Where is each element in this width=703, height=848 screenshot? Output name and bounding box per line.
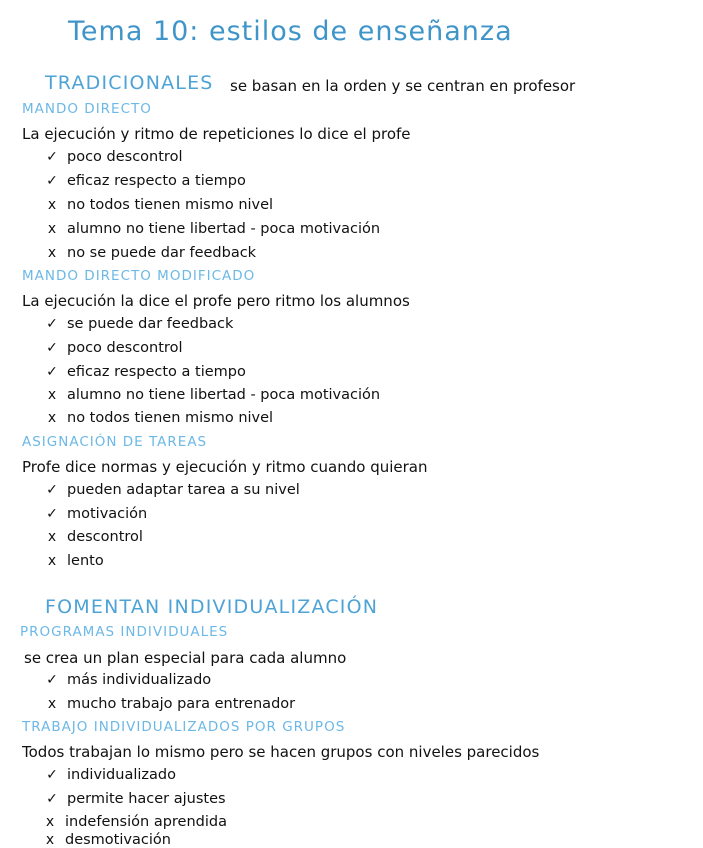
list-item — [46, 672, 211, 688]
list-item-text: indefensión aprendida — [65, 814, 227, 830]
list-item — [46, 173, 246, 189]
list-item-text: pueden adaptar tarea a su nivel — [67, 482, 300, 498]
check-icon: ✓ — [46, 672, 58, 688]
list-item-text: descontrol — [67, 529, 143, 545]
list-item — [44, 832, 171, 848]
list-item — [46, 696, 295, 712]
cross-icon: x — [47, 553, 57, 569]
section-note-tradicionales: se basan en la orden y se centran en profesor — [230, 77, 576, 95]
check-icon: ✓ — [46, 791, 58, 807]
check-icon: ✓ — [46, 506, 58, 522]
subsection-description: Profe dice normas y ejecución y ritmo cuando quieran — [22, 458, 428, 476]
list-item — [46, 506, 147, 522]
list-item-text: motivación — [67, 506, 148, 522]
list-item — [46, 387, 380, 403]
check-icon: ✓ — [46, 482, 58, 498]
list-item-text: poco descontrol — [67, 340, 183, 356]
page-title: Tema 10: estilos de enseñanza — [68, 16, 513, 47]
list-item — [46, 340, 182, 356]
check-icon: ✓ — [46, 173, 58, 189]
list-item-text: se puede dar feedback — [67, 316, 234, 332]
list-item-text: mucho trabajo para entrenador — [67, 696, 296, 712]
subsection-description: se crea un plan especial para cada alumno — [24, 649, 347, 667]
subsection-heading-mando-directo-modificado: MANDO DIRECTO MODIFICADO — [22, 268, 256, 284]
list-item-text: permite hacer ajustes — [67, 791, 226, 807]
list-item — [46, 364, 246, 380]
list-item — [46, 482, 300, 498]
subsection-heading-trabajo-individualizados-por-grupos: TRABAJO INDIVIDUALIZADOS POR GRUPOS — [22, 719, 346, 735]
check-icon: ✓ — [46, 364, 58, 380]
list-item — [46, 553, 104, 569]
subsection-heading-asignacion-de-tareas: ASIGNACIÓN DE TAREAS — [22, 434, 208, 450]
list-item-text: no todos tienen mismo nivel — [67, 197, 274, 213]
list-item — [46, 316, 233, 332]
list-item — [46, 221, 380, 237]
cross-icon: x — [47, 410, 57, 426]
list-item — [46, 791, 226, 807]
cross-icon: x — [47, 696, 57, 712]
list-item-text: alumno no tiene libertad - poca motivación — [67, 387, 381, 403]
list-item — [46, 767, 176, 783]
list-item — [46, 410, 273, 426]
list-item-text: desmotivación — [65, 832, 171, 848]
subsection-description: La ejecución la dice el profe pero ritmo los alumnos — [22, 292, 410, 310]
list-item-text: individualizado — [67, 767, 176, 783]
list-item — [46, 197, 273, 213]
subsection-description: La ejecución y ritmo de repeticiones lo dice el profe — [22, 125, 411, 143]
list-item-text: lento — [67, 553, 104, 569]
check-icon: ✓ — [46, 316, 58, 332]
check-icon: ✓ — [46, 767, 58, 783]
section-title-fomentan-individualizacion: FOMENTAN INDIVIDUALIZACIÓN — [45, 596, 379, 618]
list-item-text: no todos tienen mismo nivel — [67, 410, 274, 426]
subsection-heading-mando-directo: MANDO DIRECTO — [22, 101, 152, 117]
list-item — [44, 814, 227, 830]
list-item — [46, 529, 143, 545]
list-item-text: alumno no tiene libertad - poca motivación — [67, 221, 381, 237]
list-item — [46, 245, 256, 261]
list-item — [46, 149, 182, 165]
section-title-tradicionales: TRADICIONALES — [45, 72, 214, 94]
cross-icon: x — [47, 197, 57, 213]
list-item-text: poco descontrol — [67, 149, 183, 165]
cross-icon: x — [45, 814, 55, 830]
subsection-heading-programas-individuales: PROGRAMAS INDIVIDUALES — [20, 624, 229, 640]
check-icon: ✓ — [46, 149, 58, 165]
list-item-text: más individualizado — [67, 672, 212, 688]
cross-icon: x — [47, 529, 57, 545]
cross-icon: x — [47, 221, 57, 237]
cross-icon: x — [45, 832, 55, 848]
cross-icon: x — [47, 387, 57, 403]
list-item-text: eficaz respecto a tiempo — [67, 364, 246, 380]
subsection-description: Todos trabajan lo mismo pero se hacen grupos con niveles parecidos — [22, 743, 540, 761]
check-icon: ✓ — [46, 340, 58, 356]
cross-icon: x — [47, 245, 57, 261]
list-item-text: eficaz respecto a tiempo — [67, 173, 246, 189]
list-item-text: no se puede dar feedback — [67, 245, 257, 261]
